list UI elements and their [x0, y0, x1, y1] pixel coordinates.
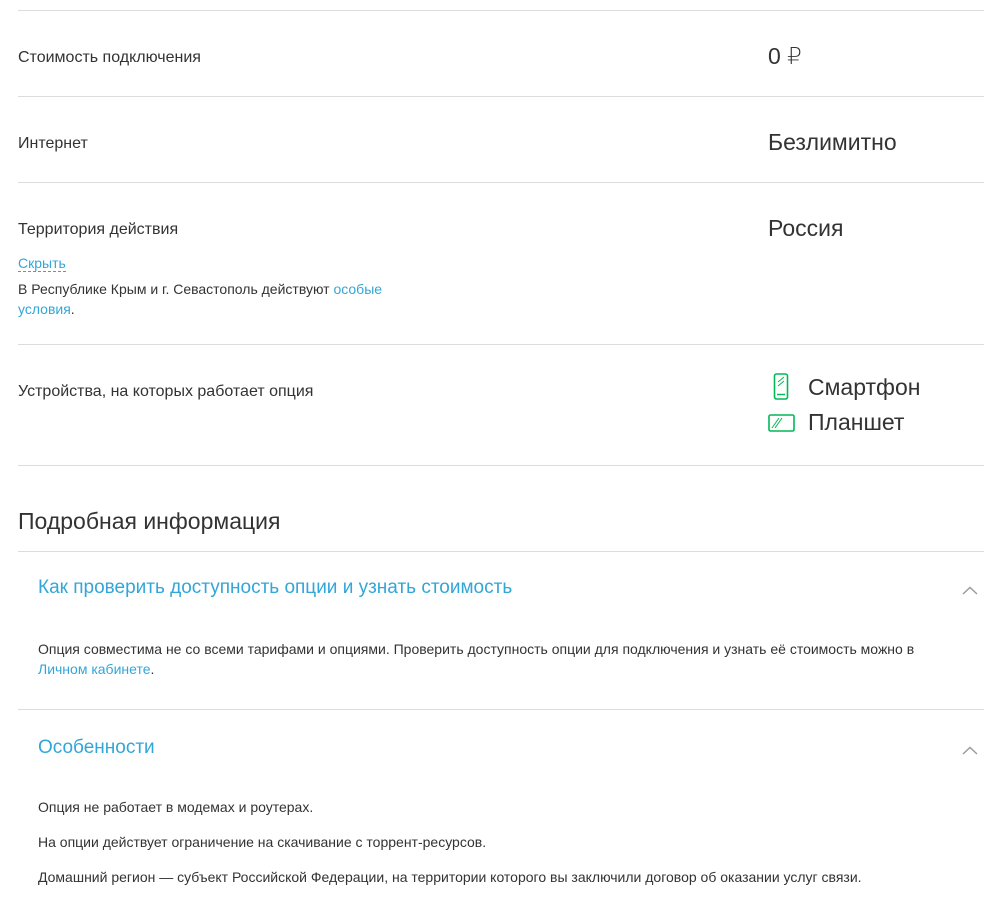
accordion-features[interactable] — [18, 709, 984, 912]
hide-toggle-link[interactable]: Скрыть — [18, 255, 66, 271]
tablet-icon — [768, 413, 808, 433]
param-label: Интернет — [18, 135, 88, 152]
param-row-internet — [18, 96, 984, 183]
accordion-body — [38, 639, 948, 679]
devices-label: Устройства, на которых работает опция — [18, 383, 314, 400]
param-value: Россия — [768, 215, 844, 241]
option-details-page — [18, 0, 984, 911]
device-smartphone — [768, 373, 920, 401]
special-conditions-link[interactable]: особые условия — [18, 281, 383, 317]
accordion-title[interactable]: Как проверить доступность опции и узнать стоимость — [38, 577, 513, 598]
details-title: Подробная информация — [18, 508, 281, 534]
device-name: Планшет — [808, 409, 905, 435]
param-row-cost — [18, 10, 984, 97]
feature-line: Домашний регион — субъект Российской Федерации, на территории которого вы заключили договор об оказании услуг связи. — [38, 869, 862, 885]
territory-note — [18, 279, 418, 319]
device-tablet — [768, 409, 904, 436]
accordion-availability[interactable] — [18, 551, 984, 710]
accordion-title[interactable]: Особенности — [38, 737, 155, 758]
param-label: Стоимость подключения — [18, 49, 201, 66]
param-row-devices — [18, 344, 984, 466]
param-value: 0 ₽ — [768, 43, 802, 69]
body-text-end: . — [150, 661, 155, 677]
personal-account-link[interactable]: Личном кабинете — [38, 661, 151, 677]
note-end: . — [70, 301, 75, 317]
body-text: Опция совместима не со всеми тарифами и опциями. Проверить доступность опции для подключения и узнать её стоимость можно в — [38, 641, 915, 657]
feature-line: Опция не работает в модемах и роутерах. — [38, 799, 314, 815]
divider — [18, 465, 984, 466]
device-name: Смартфон — [808, 373, 921, 400]
param-label: Территория действия — [18, 221, 179, 238]
smartphone-icon — [768, 373, 808, 401]
chevron-up-icon[interactable] — [962, 742, 978, 760]
param-value: Безлимитно — [768, 129, 897, 155]
note-text: В Республике Крым и г. Севастополь действуют — [18, 281, 334, 297]
param-row-territory — [18, 182, 984, 345]
chevron-up-icon[interactable] — [962, 582, 978, 600]
feature-line: На опции действует ограничение на скачивание с торрент-ресурсов. — [38, 834, 487, 850]
